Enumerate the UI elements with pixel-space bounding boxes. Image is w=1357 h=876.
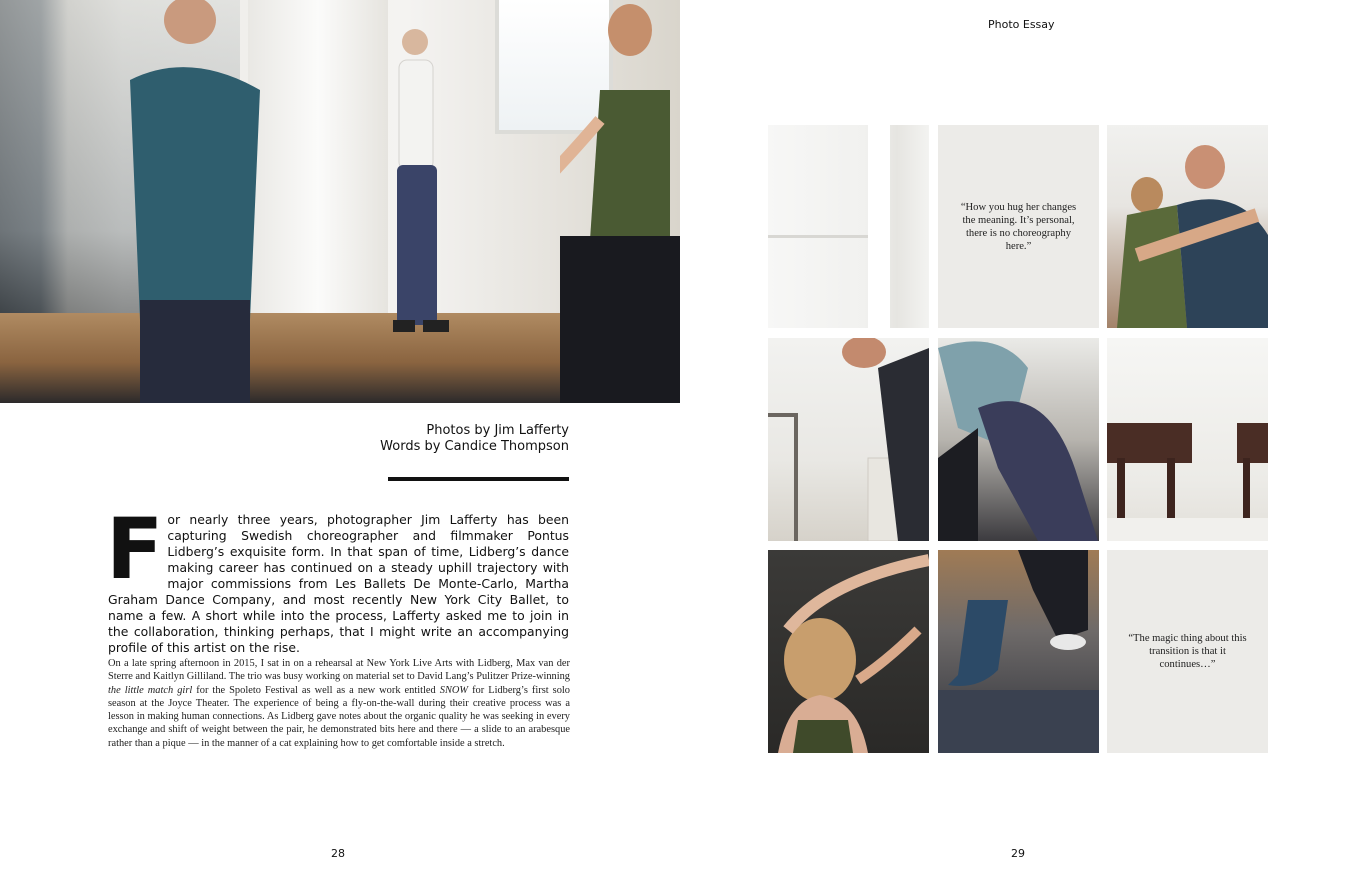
title-the-little-match-girl: the little match girl: [108, 684, 193, 696]
feet-figure: [938, 550, 1099, 753]
neck-figure: [768, 550, 929, 753]
male-dancer-figure: [120, 0, 260, 403]
lead-paragraph: [106, 500, 569, 656]
body-paragraph: [108, 657, 570, 750]
title-snow: SNOW: [439, 684, 469, 696]
photo-dance-lift-left: [768, 338, 929, 541]
wall-lines: [768, 125, 929, 328]
rehearsal-photo: [0, 0, 680, 403]
photo-piano: [1107, 338, 1268, 541]
page-number-right: 29: [1011, 847, 1025, 860]
standing-dancer-figure: [385, 20, 465, 340]
lift-figures-left: [768, 338, 929, 541]
page-number-left: 28: [331, 847, 345, 860]
photo-dance-lift-right: [938, 338, 1099, 541]
quote-card-1: [938, 125, 1099, 328]
photo-grid: [768, 125, 1268, 754]
pull-quote-hug: “How you hug her changes the meaning. It’s personal, there is no choreography here.”: [960, 201, 1077, 252]
lead-text: or nearly three years, photographer Jim Lafferty has been capturing Swedish choreographer and filmmaker Pontus Lidberg’s exquisite form. In that span of time, Lidberg’s dance making career has continued on a steady uphill trajectory with major commissions from Les Ballets De Monte-Carlo, Martha Graham Dance Company, and most recently New York City Ballet, to name a few. A short while into the process, Lafferty asked me to join in the collaboration, thinking perhaps, that I might write an accompanying profile of this artist on the rise.: [108, 512, 569, 655]
body-text-3: for Lidberg’s first solo season at the Joyce Theater. The experience of being a fly-on-the-wall during their creative process was a lesson in making human connections. As Lidberg gave notes about the organic quality he was seeking in every exchange and shift of weight between the pair, he demonstrated bits here and there — a slide to an arabesque rather than a pique — in the manner of a cat explaining how to get comfortable inside a stretch.: [108, 684, 570, 749]
piano-shape: [1107, 338, 1268, 541]
pull-quote-transition: “The magic thing about this transition is that it continues…”: [1128, 633, 1247, 670]
photo-credit: Photos by Jim Lafferty: [426, 423, 569, 438]
photo-studio-wall: [768, 125, 929, 328]
photo-dancer-neck: [768, 550, 929, 753]
section-title: Photo Essay: [988, 18, 1055, 31]
photo-embrace: [1107, 125, 1268, 328]
studio-pillar: [248, 0, 388, 350]
embrace-figures: [1107, 125, 1268, 328]
photo-feet: [938, 550, 1099, 753]
photo-credits: [380, 423, 569, 455]
female-dancer-figure: [560, 0, 680, 403]
body-text-2: for the Spoleto Festival as well as a new work entitled: [192, 684, 440, 696]
drop-cap: F: [106, 500, 164, 598]
divider-rule: [388, 477, 569, 481]
body-text-1: On a late spring afternoon in 2015, I sat in on a rehearsal at New York Live Arts with Lidberg, Max van der Sterre and Kaitlyn Gilliland. The trio was busy working on material set to David Lang’s Pulitzer Prize-winning: [108, 658, 570, 683]
quote-card-2: [1107, 550, 1268, 753]
lift-figures-right: [938, 338, 1099, 541]
right-page: [680, 0, 1357, 876]
words-credit: Words by Candice Thompson: [380, 439, 569, 454]
